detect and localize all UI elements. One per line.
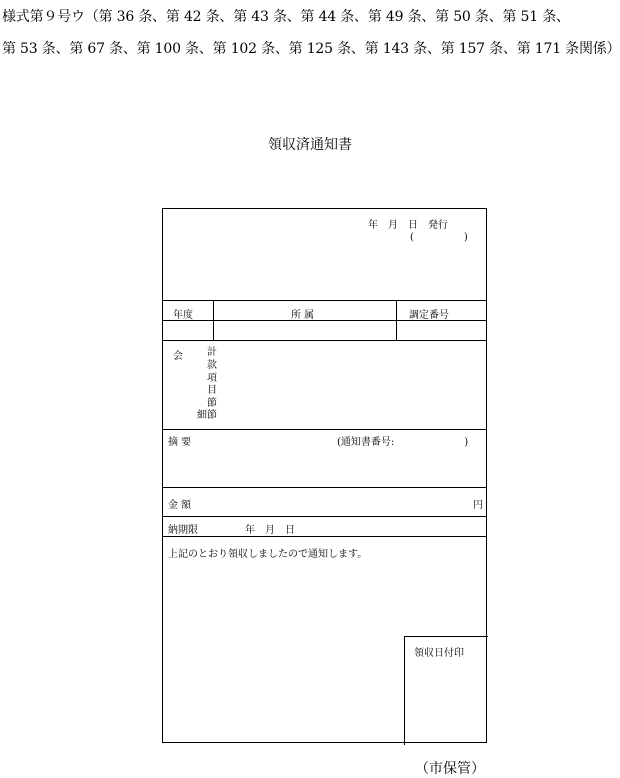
document-title: 領収済通知書	[268, 137, 352, 153]
amount-unit: 円	[473, 500, 483, 511]
divider	[163, 320, 486, 321]
notice-number-label: (通知書番号: )	[337, 437, 469, 448]
account-label-kei: 計	[207, 347, 217, 358]
amount-label: 金 額	[168, 500, 192, 511]
divider	[163, 516, 486, 517]
receipt-notice-form	[162, 208, 487, 743]
notice-message: 上記のとおり領収しましたので通知します。	[168, 549, 368, 560]
account-label-kai: 会	[173, 351, 183, 362]
account-item: 項	[207, 372, 217, 384]
receipt-stamp-label: 領収日付印	[414, 648, 464, 659]
account-item: 節	[207, 397, 217, 409]
form-number-line-2: 第 53 条、第 67 条、第 100 条、第 102 条、第 125 条、第 143 条、第 157 条、第 171 条関係）	[2, 41, 620, 57]
divider	[163, 487, 486, 488]
form-number-line-1: 様式第９号ウ（第 36 条、第 42 条、第 43 条、第 44 条、第 49 条、第 50 条、第 51 条、	[2, 9, 570, 25]
account-item: 款	[207, 360, 217, 371]
retention-note: （市保管）	[415, 761, 485, 777]
divider	[163, 429, 486, 430]
due-date-value: 年 月 日	[245, 525, 295, 536]
divider	[163, 340, 486, 341]
account-item: 目	[207, 385, 217, 397]
due-date-label: 納期限	[168, 525, 198, 536]
column-assessment-number: 調定番号	[409, 310, 449, 321]
column-department: 所 属	[291, 310, 315, 321]
summary-label: 摘 要	[168, 437, 192, 448]
divider	[163, 536, 486, 537]
account-item: 細節	[197, 410, 217, 422]
divider	[163, 300, 486, 301]
issue-date-label: 年 月 日 発行	[368, 220, 448, 231]
column-year: 年度	[173, 310, 193, 321]
account-items	[195, 360, 217, 423]
receipt-stamp-box	[404, 636, 488, 745]
issue-paren: ( )	[410, 232, 468, 243]
